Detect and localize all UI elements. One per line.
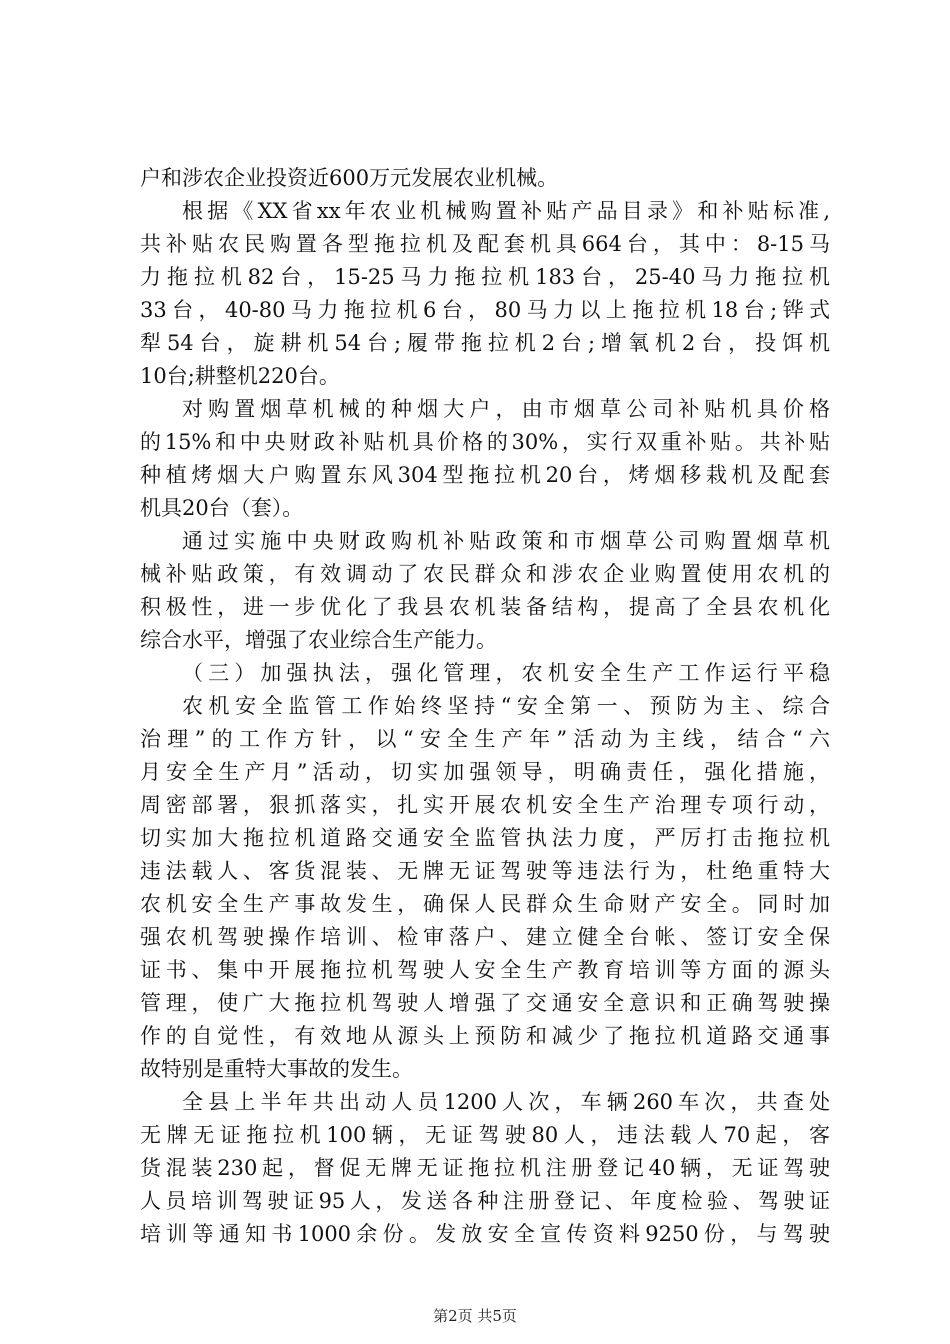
text-line: 周密部署，狠抓落实，扎实开展农机安全生产治理专项行动， [140,793,830,817]
text-line: 农机安全监管工作始终坚持“安全第一、预防为主、综合 [182,694,830,718]
text-line: 积极性，进一步优化了我县农机装备结构，提高了全县农机化 [140,595,830,619]
text-line: 证书、集中开展拖拉机驾驶人安全生产教育培训等方面的源头 [140,958,830,982]
text-line: 货混装230起，督促无牌无证拖拉机注册登记40辆，无证驾驶 [140,1156,830,1180]
text-line: 对购置烟草机械的种烟大户，由市烟草公司补贴机具价格 [182,397,830,421]
text-line: （三）加强执法，强化管理，农机安全生产工作运行平稳 [182,661,830,685]
text-line: 犁54台，旋耕机54台;履带拖拉机2台;增氧机2台，投饵机 [140,331,830,355]
text-line: 无牌无证拖拉机100辆，无证驾驶80人，违法载人70起，客 [140,1123,830,1147]
text-line: 切实加大拖拉机道路交通安全监管执法力度，严厉打击拖拉机 [140,826,830,850]
page-footer: 第2页 共5页 [433,1307,517,1325]
text-line: 治理”的工作方针，以“安全生产年”活动为主线，结合“六 [140,727,830,751]
text-line: 违法载人、客货混装、无牌无证驾驶等违法行为，杜绝重特大 [140,859,830,883]
text-line: 根据《XX省xx年农业机械购置补贴产品目录》和补贴标准, [182,199,830,223]
text-line: 全县上半年共出动人员1200人次，车辆260车次，共查处 [182,1090,830,1114]
text-line: 人员培训驾驶证95人，发送各种注册登记、年度检验、驾驶证 [140,1189,830,1213]
text-line: 的15%和中央财政补贴机具价格的30%，实行双重补贴。共补贴 [140,430,830,454]
text-line: 10台;耕整机220台。 [140,364,340,388]
text-line: 力拖拉机82台，15-25马力拖拉机183台，25-40马力拖拉机 [140,265,830,289]
document-body [140,162,830,1251]
text-line: 户和涉农企业投资近600万元发展农业机械。 [140,166,559,190]
text-line: 机具20台（套）。 [140,496,304,520]
text-line: 通过实施中央财政购机补贴政策和市烟草公司购置烟草机 [182,529,830,553]
text-line: 综合水平，增强了农业综合生产能力。 [140,628,497,652]
text-line: 共补贴农民购置各型拖拉机及配套机具664台，其中：8-15马 [140,232,830,256]
text-line: 月安全生产月”活动，切实加强领导，明确责任，强化措施， [140,760,830,784]
text-line: 故特别是重特大事故的发生。 [140,1057,413,1081]
text-line: 培训等通知书1000余份。发放安全宣传资料9250份，与驾驶 [140,1222,830,1246]
text-line: 管理，使广大拖拉机驾驶人增强了交通安全意识和正确驾驶操 [140,991,830,1015]
text-line: 33台，40-80马力拖拉机6台，80马力以上拖拉机18台;铧式 [140,298,830,322]
text-line: 作的自觉性，有效地从源头上预防和减少了拖拉机道路交通事 [140,1024,830,1048]
text-line: 种植烤烟大户购置东风304型拖拉机20台，烤烟移栽机及配套 [140,463,830,487]
text-line: 械补贴政策，有效调动了农民群众和涉农企业购置使用农机的 [140,562,830,586]
text-line: 农机安全生产事故发生，确保人民群众生命财产安全。同时加 [140,892,830,916]
text-line: 强农机驾驶操作培训、检审落户、建立健全台帐、签订安全保 [140,925,830,949]
